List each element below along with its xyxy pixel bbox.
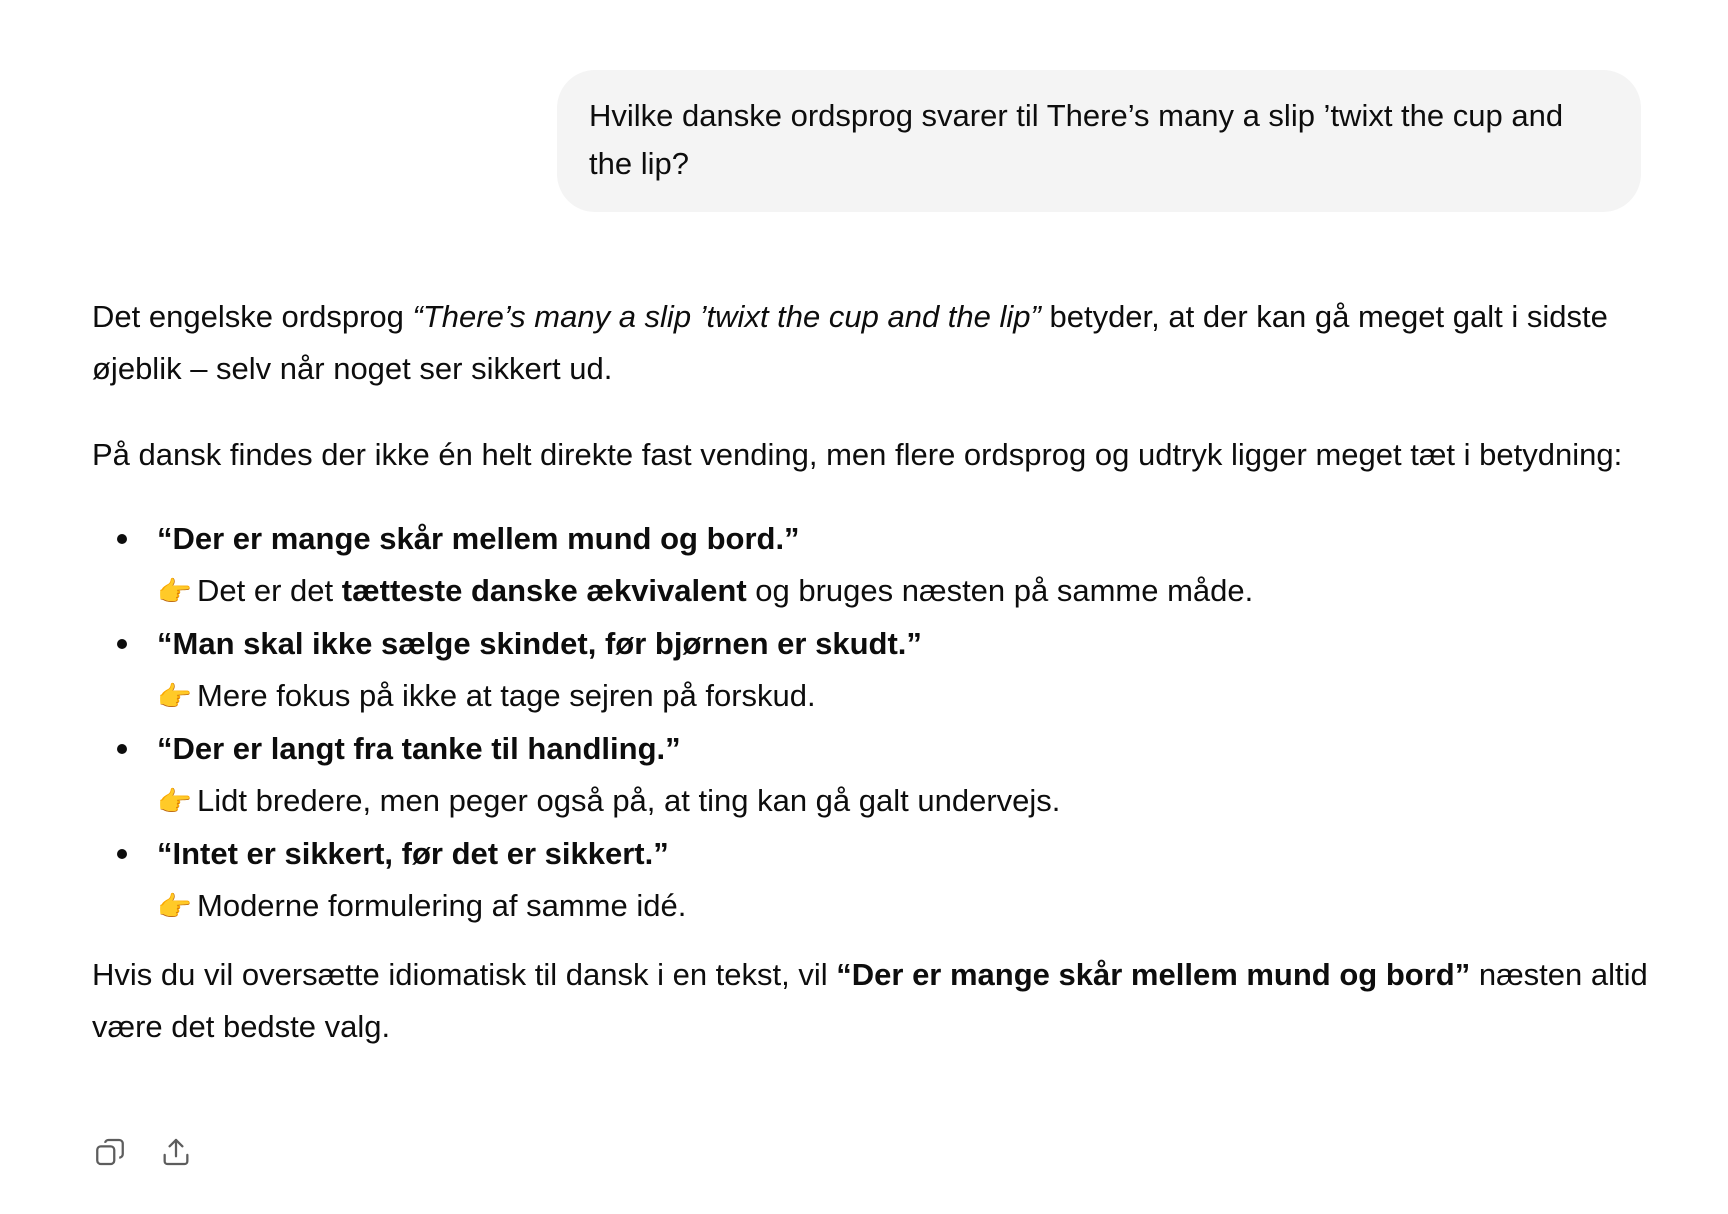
- bullet-dot: [117, 849, 127, 859]
- copy-icon: [93, 1135, 127, 1169]
- proverb-description: 👉 Moderne formulering af samme idé.: [157, 880, 1652, 933]
- conclusion-paragraph: Hvis du vil oversætte idiomatisk til dansk i en tekst, vil “Der er mange skår mellem mund og bord” næsten altid være det bedste valg.: [92, 957, 1648, 1044]
- bullet-dot: [117, 534, 127, 544]
- user-message-text: Hvilke danske ordsprog svarer til There’s many a slip ’twixt the cup and the lip?: [589, 98, 1564, 181]
- pointing-hand-icon: 👉: [157, 786, 192, 817]
- proverb-title: “Man skal ikke sælge skindet, før bjørnen er skudt.”: [157, 626, 922, 661]
- bullet-dot: [117, 639, 127, 649]
- list-item: [92, 513, 1652, 618]
- intro-paragraph: Det engelske ordsprog “There’s many a slip ’twixt the cup and the lip” betyder, at der kan gå meget galt i sidste øjeblik – selv når noget ser sikkert ud.: [92, 299, 1608, 386]
- proverb-description: 👉 Det er det tætteste danske ækvivalent og bruges næsten på samme måde.: [157, 565, 1652, 618]
- user-message: [557, 70, 1641, 212]
- pointing-hand-icon: 👉: [157, 891, 192, 922]
- english-proverb: “There’s many a slip ’twixt the cup and the lip”: [412, 299, 1041, 334]
- share-button[interactable]: [158, 1134, 194, 1170]
- pointing-hand-icon: 👉: [157, 576, 192, 607]
- proverb-title: “Intet er sikkert, før det er sikkert.”: [157, 836, 669, 871]
- proverb-description: 👉 Mere fokus på ikke at tage sejren på forskud.: [157, 670, 1652, 723]
- proverb-title: “Der er mange skår mellem mund og bord.”: [157, 521, 800, 556]
- copy-button[interactable]: [92, 1134, 128, 1170]
- bullet-dot: [117, 744, 127, 754]
- list-item: [92, 828, 1652, 933]
- proverb-list: [92, 513, 1652, 933]
- share-icon: [159, 1135, 193, 1169]
- pointing-hand-icon: 👉: [157, 681, 192, 712]
- list-item: [92, 618, 1652, 723]
- user-message-bubble: [557, 70, 1641, 212]
- proverb-description: 👉 Lidt bredere, men peger også på, at ting kan gå galt undervejs.: [157, 775, 1652, 828]
- context-paragraph: På dansk findes der ikke én helt direkte fast vending, men flere ordsprog og udtryk ligger meget tæt i betydning:: [92, 437, 1623, 472]
- assistant-message: [92, 291, 1652, 1053]
- proverb-title: “Der er langt fra tanke til handling.”: [157, 731, 681, 766]
- message-actions: [92, 1134, 194, 1170]
- list-item: [92, 723, 1652, 828]
